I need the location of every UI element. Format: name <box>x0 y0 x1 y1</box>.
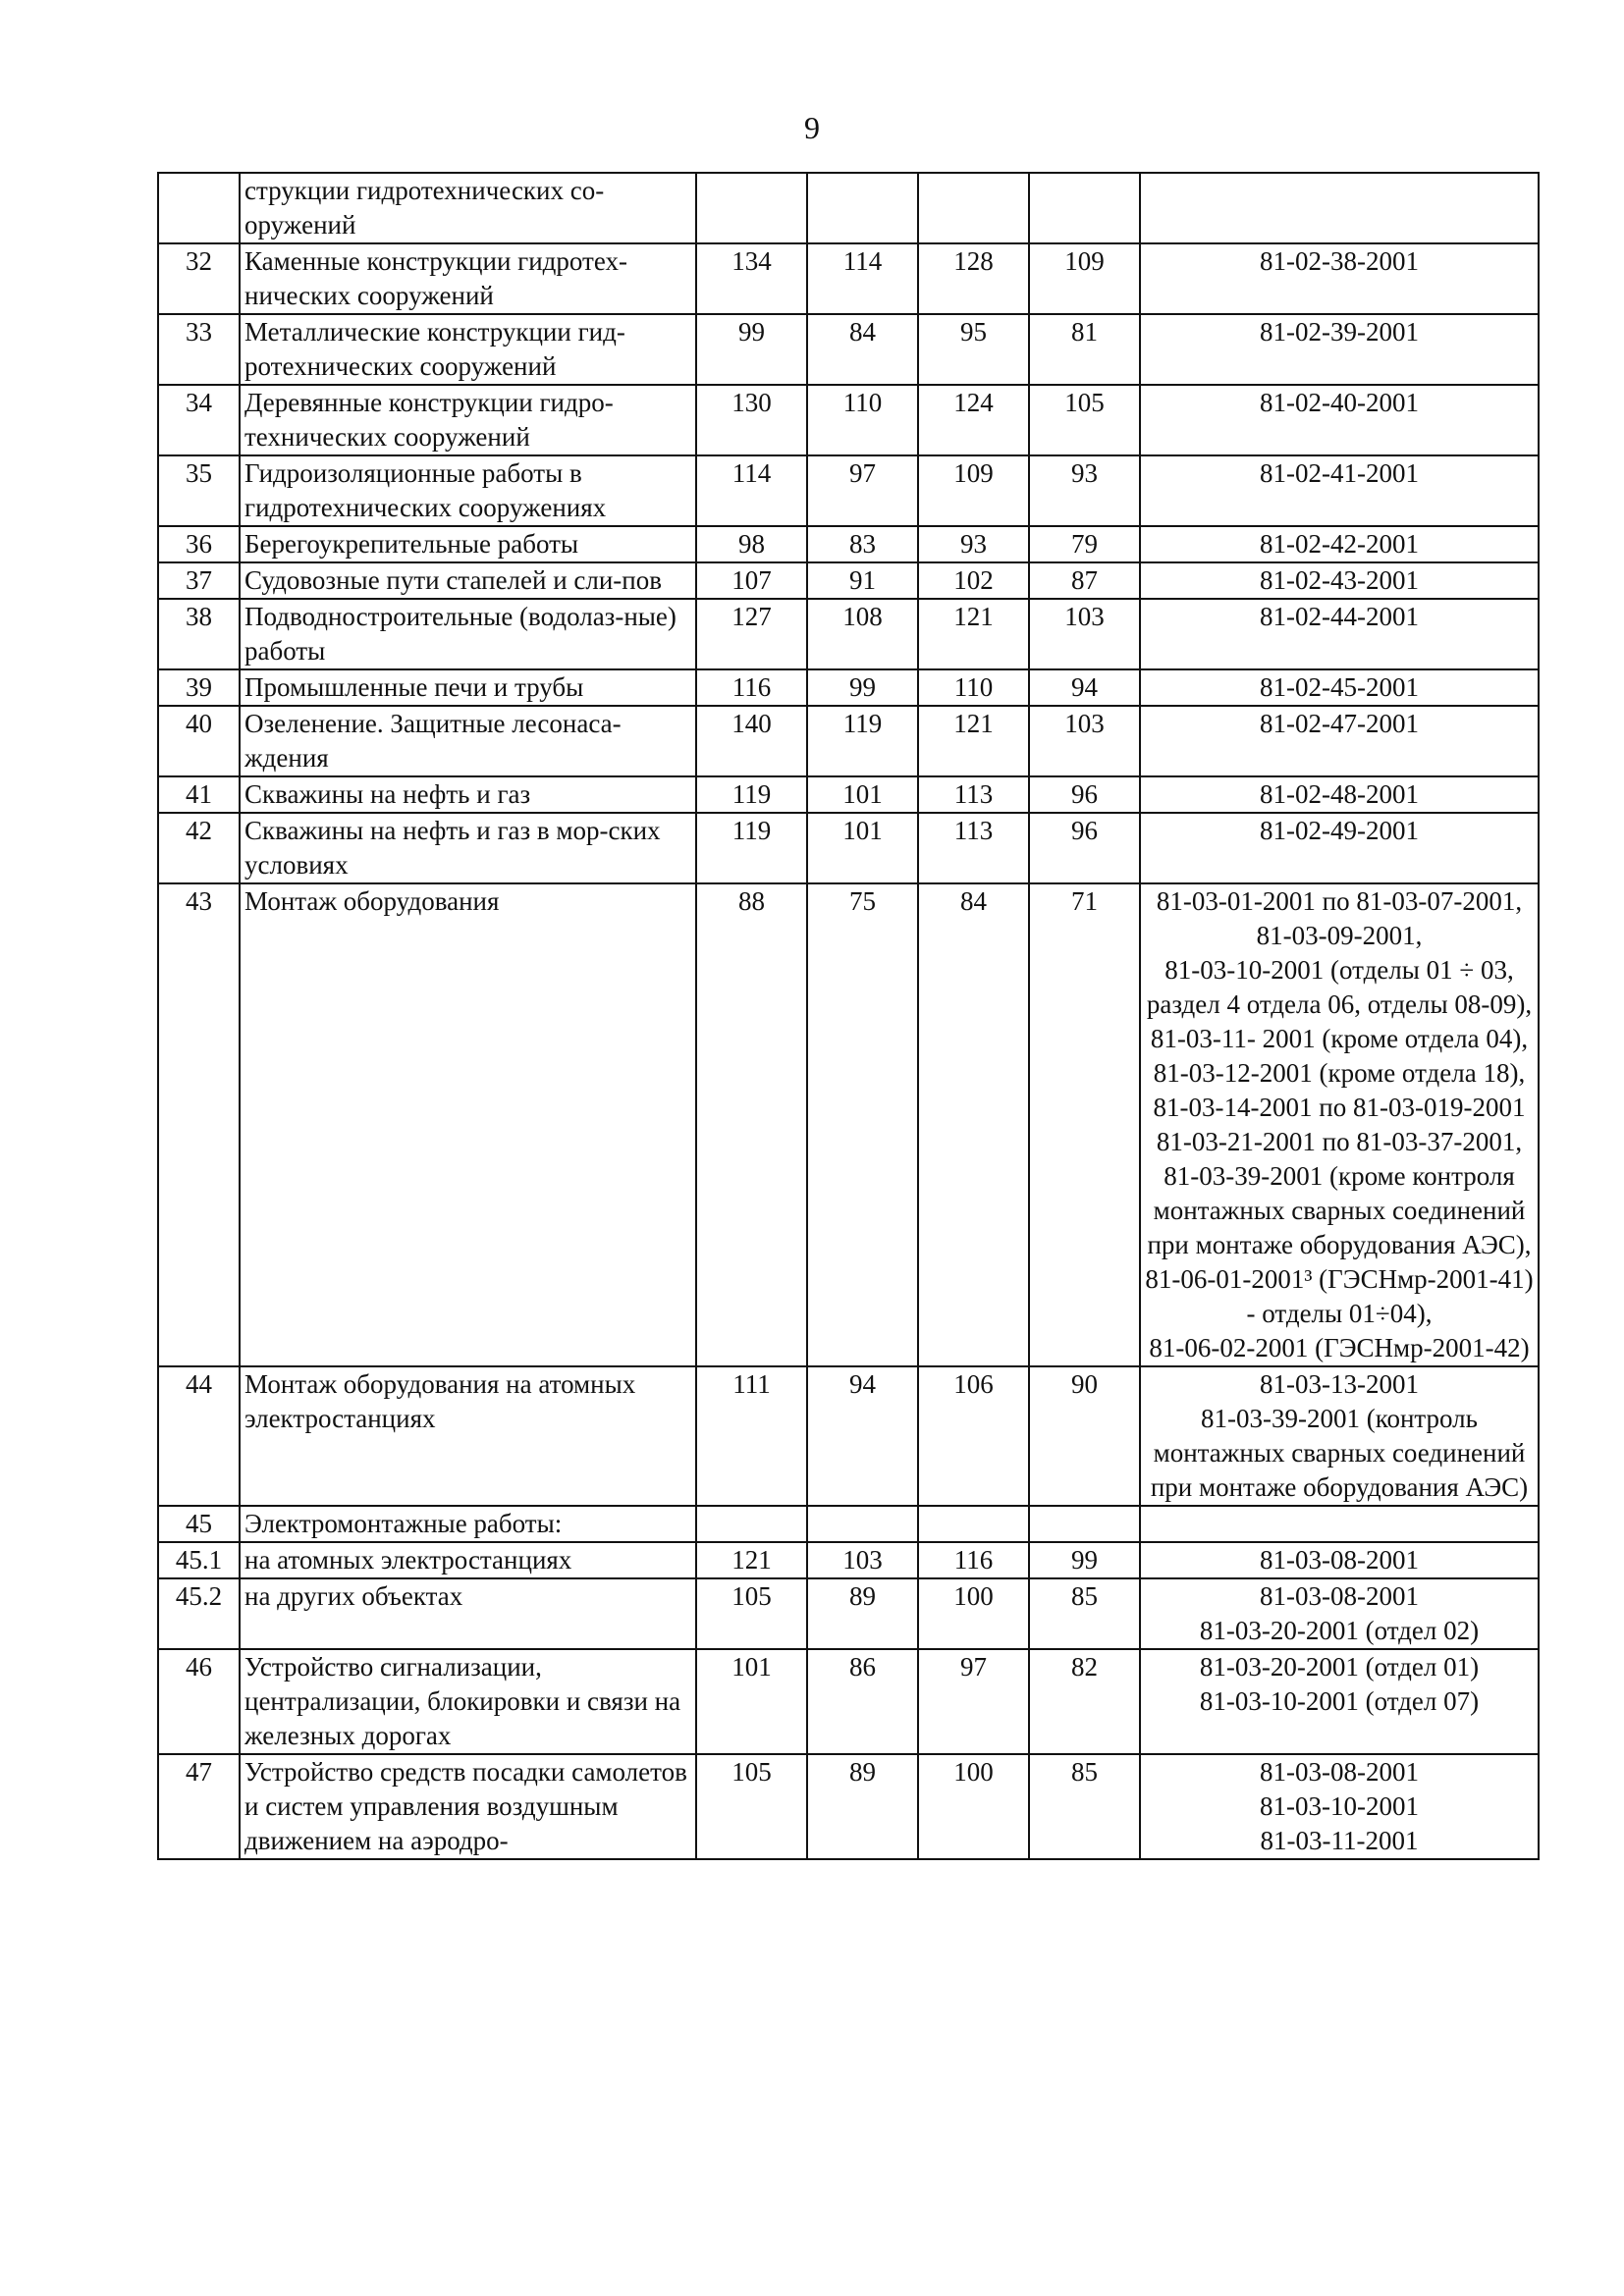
coefficient-4 <box>1029 173 1140 243</box>
norm-references <box>1140 385 1539 455</box>
coefficient-4: 81 <box>1029 314 1140 385</box>
norm-reference: 81-02-43-2001 <box>1260 565 1419 595</box>
row-number: 43 <box>158 883 240 1366</box>
coefficient-2 <box>807 1506 918 1542</box>
norm-reference: 81-03-13-2001 <box>1260 1369 1419 1399</box>
norm-references <box>1140 776 1539 813</box>
coefficient-1: 121 <box>696 1542 807 1578</box>
norm-references <box>1140 173 1539 243</box>
row-number: 42 <box>158 813 240 883</box>
table-row <box>158 385 1539 455</box>
norm-reference: 81-02-48-2001 <box>1260 779 1419 809</box>
work-type-name: Устройство средств посадки самолетов и систем управления воздушным движением на аэродро- <box>240 1754 696 1859</box>
coefficient-4: 109 <box>1029 243 1140 314</box>
norm-reference: 81-02-45-2001 <box>1260 672 1419 702</box>
work-type-name: Промышленные печи и трубы <box>240 669 696 706</box>
work-type-name: струкции гидротехнических со-оружений <box>240 173 696 243</box>
norm-reference: 81-03-11- 2001 (кроме отдела 04), <box>1150 1024 1529 1053</box>
norm-references <box>1140 1506 1539 1542</box>
coefficient-2 <box>807 173 918 243</box>
coefficient-3: 109 <box>918 455 1029 526</box>
coefficient-1: 134 <box>696 243 807 314</box>
row-number: 46 <box>158 1649 240 1754</box>
row-number: 38 <box>158 599 240 669</box>
coefficient-4: 79 <box>1029 526 1140 562</box>
coefficient-3: 95 <box>918 314 1029 385</box>
norm-reference: 81-03-10-2001 (отделы 01 ÷ 03, раздел 4 отдела 06, отделы 08-09), <box>1146 955 1533 1019</box>
coefficient-3: 100 <box>918 1754 1029 1859</box>
work-type-name: Скважины на нефть и газ <box>240 776 696 813</box>
norm-reference: 81-03-08-2001 <box>1260 1581 1419 1611</box>
coefficient-3 <box>918 1506 1029 1542</box>
table-row <box>158 1366 1539 1506</box>
norm-reference: 81-02-40-2001 <box>1260 388 1419 417</box>
coefficient-1: 88 <box>696 883 807 1366</box>
norm-reference: 81-06-02-2001 (ГЭСНмр-2001-42) <box>1149 1333 1530 1362</box>
work-type-name: Монтаж оборудования <box>240 883 696 1366</box>
table-row <box>158 173 1539 243</box>
table-row <box>158 1542 1539 1578</box>
norm-reference: 81-03-12-2001 (кроме отдела 18), <box>1153 1058 1526 1088</box>
norm-reference: 81-06-01-2001³ (ГЭСНмр-2001-41) - отделы 01÷04), <box>1145 1264 1534 1328</box>
coefficient-4: 85 <box>1029 1578 1140 1649</box>
table-row <box>158 813 1539 883</box>
coefficient-3: 128 <box>918 243 1029 314</box>
table-row <box>158 526 1539 562</box>
row-number: 40 <box>158 706 240 776</box>
norm-reference: 81-02-44-2001 <box>1260 602 1419 631</box>
coefficient-4: 85 <box>1029 1754 1140 1859</box>
table-row <box>158 599 1539 669</box>
coefficient-3: 121 <box>918 599 1029 669</box>
coefficient-1: 116 <box>696 669 807 706</box>
norm-references <box>1140 455 1539 526</box>
coefficient-3: 97 <box>918 1649 1029 1754</box>
norm-references <box>1140 1754 1539 1859</box>
coefficient-1: 119 <box>696 813 807 883</box>
norm-reference: 81-03-14-2001 по 81-03-019-2001 <box>1153 1093 1526 1122</box>
coefficient-1: 111 <box>696 1366 807 1506</box>
coefficient-2: 75 <box>807 883 918 1366</box>
coefficient-3: 106 <box>918 1366 1029 1506</box>
coefficients-table <box>157 172 1540 1860</box>
work-type-name: Электромонтажные работы: <box>240 1506 696 1542</box>
work-type-name: на других объектах <box>240 1578 696 1649</box>
work-type-name: Подводностроительные (водолаз-ные) работы <box>240 599 696 669</box>
coefficient-1: 107 <box>696 562 807 599</box>
coefficient-3: 84 <box>918 883 1029 1366</box>
norm-reference: 81-03-20-2001 (отдел 02) <box>1199 1616 1480 1645</box>
coefficient-1 <box>696 1506 807 1542</box>
norm-references <box>1140 883 1539 1366</box>
coefficient-2: 103 <box>807 1542 918 1578</box>
norm-reference: 81-02-39-2001 <box>1260 317 1419 347</box>
table-body <box>158 173 1539 1859</box>
table-row <box>158 706 1539 776</box>
row-number: 44 <box>158 1366 240 1506</box>
coefficient-4: 103 <box>1029 599 1140 669</box>
norm-references <box>1140 314 1539 385</box>
coefficient-1: 105 <box>696 1754 807 1859</box>
coefficient-4: 93 <box>1029 455 1140 526</box>
coefficient-1: 99 <box>696 314 807 385</box>
coefficient-4 <box>1029 1506 1140 1542</box>
work-type-name: на атомных электростанциях <box>240 1542 696 1578</box>
coefficient-4: 105 <box>1029 385 1140 455</box>
coefficient-1: 105 <box>696 1578 807 1649</box>
coefficient-2: 89 <box>807 1754 918 1859</box>
row-number: 36 <box>158 526 240 562</box>
coefficient-1: 114 <box>696 455 807 526</box>
coefficient-3: 113 <box>918 813 1029 883</box>
work-type-name: Скважины на нефть и газ в мор-ских условиях <box>240 813 696 883</box>
norm-reference: 81-03-10-2001 (отдел 07) <box>1199 1686 1480 1716</box>
norm-references <box>1140 243 1539 314</box>
table-row <box>158 1649 1539 1754</box>
norm-reference: 81-03-08-2001 <box>1260 1757 1419 1787</box>
coefficient-2: 83 <box>807 526 918 562</box>
table-row <box>158 1578 1539 1649</box>
table-row <box>158 1754 1539 1859</box>
coefficient-4: 103 <box>1029 706 1140 776</box>
norm-references <box>1140 562 1539 599</box>
norm-reference: 81-02-41-2001 <box>1260 458 1419 488</box>
coefficient-1: 98 <box>696 526 807 562</box>
coefficient-3: 113 <box>918 776 1029 813</box>
coefficient-2: 110 <box>807 385 918 455</box>
coefficient-2: 97 <box>807 455 918 526</box>
work-type-name: Устройство сигнализации, централизации, блокировки и связи на железных дорогах <box>240 1649 696 1754</box>
row-number: 39 <box>158 669 240 706</box>
row-number: 37 <box>158 562 240 599</box>
coefficient-2: 86 <box>807 1649 918 1754</box>
norm-reference: 81-02-47-2001 <box>1260 709 1419 738</box>
norm-references <box>1140 1649 1539 1754</box>
table-row <box>158 562 1539 599</box>
table-row <box>158 669 1539 706</box>
coefficient-3: 121 <box>918 706 1029 776</box>
work-type-name: Каменные конструкции гидротех-нических сооружений <box>240 243 696 314</box>
table-row <box>158 243 1539 314</box>
coefficient-4: 82 <box>1029 1649 1140 1754</box>
row-number: 32 <box>158 243 240 314</box>
norm-reference: 81-03-39-2001 (контроль монтажных сварных соединений при монтаже оборудования АЭС) <box>1150 1404 1529 1502</box>
norm-reference: 81-03-21-2001 по 81-03-37-2001, 81-03-39-2001 (кроме контроля монтажных сварных соединений при монтаже оборудования АЭС), <box>1147 1127 1532 1259</box>
row-number <box>158 173 240 243</box>
coefficient-3: 102 <box>918 562 1029 599</box>
work-type-name: Гидроизоляционные работы в гидротехнических сооружениях <box>240 455 696 526</box>
norm-reference: 81-03-08-2001 <box>1260 1545 1419 1575</box>
coefficient-1 <box>696 173 807 243</box>
coefficient-3: 110 <box>918 669 1029 706</box>
coefficient-3: 116 <box>918 1542 1029 1578</box>
coefficient-2: 114 <box>807 243 918 314</box>
norm-reference: 81-03-10-2001 <box>1260 1791 1419 1821</box>
coefficient-4: 90 <box>1029 1366 1140 1506</box>
norm-references <box>1140 706 1539 776</box>
coefficient-2: 91 <box>807 562 918 599</box>
coefficient-2: 89 <box>807 1578 918 1649</box>
coefficient-3 <box>918 173 1029 243</box>
coefficient-4: 96 <box>1029 813 1140 883</box>
coefficient-1: 130 <box>696 385 807 455</box>
coefficient-3: 124 <box>918 385 1029 455</box>
row-number: 45 <box>158 1506 240 1542</box>
coefficient-1: 127 <box>696 599 807 669</box>
coefficient-3: 100 <box>918 1578 1029 1649</box>
row-number: 33 <box>158 314 240 385</box>
coefficient-1: 119 <box>696 776 807 813</box>
work-type-name: Деревянные конструкции гидро-технических сооружений <box>240 385 696 455</box>
norm-reference: 81-02-49-2001 <box>1260 816 1419 845</box>
row-number: 45.2 <box>158 1578 240 1649</box>
coefficient-2: 94 <box>807 1366 918 1506</box>
norm-references <box>1140 1578 1539 1649</box>
row-number: 41 <box>158 776 240 813</box>
work-type-name: Озеленение. Защитные лесонаса-ждения <box>240 706 696 776</box>
row-number: 35 <box>158 455 240 526</box>
coefficient-2: 101 <box>807 813 918 883</box>
coefficient-3: 93 <box>918 526 1029 562</box>
norm-reference: 81-03-11-2001 <box>1260 1826 1419 1855</box>
work-type-name: Берегоукрепительные работы <box>240 526 696 562</box>
norm-reference: 81-03-20-2001 (отдел 01) <box>1199 1652 1480 1682</box>
coefficient-2: 99 <box>807 669 918 706</box>
page-number: 9 <box>804 110 820 145</box>
norm-reference: 81-03-01-2001 по 81-03-07-2001, <box>1156 886 1523 916</box>
row-number: 45.1 <box>158 1542 240 1578</box>
norm-reference: 81-03-09-2001, <box>1256 921 1423 950</box>
norm-references <box>1140 1542 1539 1578</box>
coefficient-4: 94 <box>1029 669 1140 706</box>
coefficient-2: 101 <box>807 776 918 813</box>
row-number: 34 <box>158 385 240 455</box>
norm-references <box>1140 526 1539 562</box>
coefficient-2: 108 <box>807 599 918 669</box>
table-row <box>158 1506 1539 1542</box>
work-type-name: Судовозные пути стапелей и сли-пов <box>240 562 696 599</box>
table-row <box>158 883 1539 1366</box>
coefficient-4: 99 <box>1029 1542 1140 1578</box>
row-number: 47 <box>158 1754 240 1859</box>
coefficient-1: 101 <box>696 1649 807 1754</box>
norm-references <box>1140 1366 1539 1506</box>
coefficient-4: 71 <box>1029 883 1140 1366</box>
coefficient-2: 119 <box>807 706 918 776</box>
work-type-name: Монтаж оборудования на атомных электростанциях <box>240 1366 696 1506</box>
coefficient-4: 96 <box>1029 776 1140 813</box>
norm-references <box>1140 669 1539 706</box>
coefficient-2: 84 <box>807 314 918 385</box>
work-type-name: Металлические конструкции гид-ротехнических сооружений <box>240 314 696 385</box>
coefficient-4: 87 <box>1029 562 1140 599</box>
coefficient-1: 140 <box>696 706 807 776</box>
norm-reference: 81-02-42-2001 <box>1260 529 1419 559</box>
table-row <box>158 314 1539 385</box>
table-row <box>158 455 1539 526</box>
norm-references <box>1140 813 1539 883</box>
norm-reference: 81-02-38-2001 <box>1260 246 1419 276</box>
table-row <box>158 776 1539 813</box>
norm-references <box>1140 599 1539 669</box>
